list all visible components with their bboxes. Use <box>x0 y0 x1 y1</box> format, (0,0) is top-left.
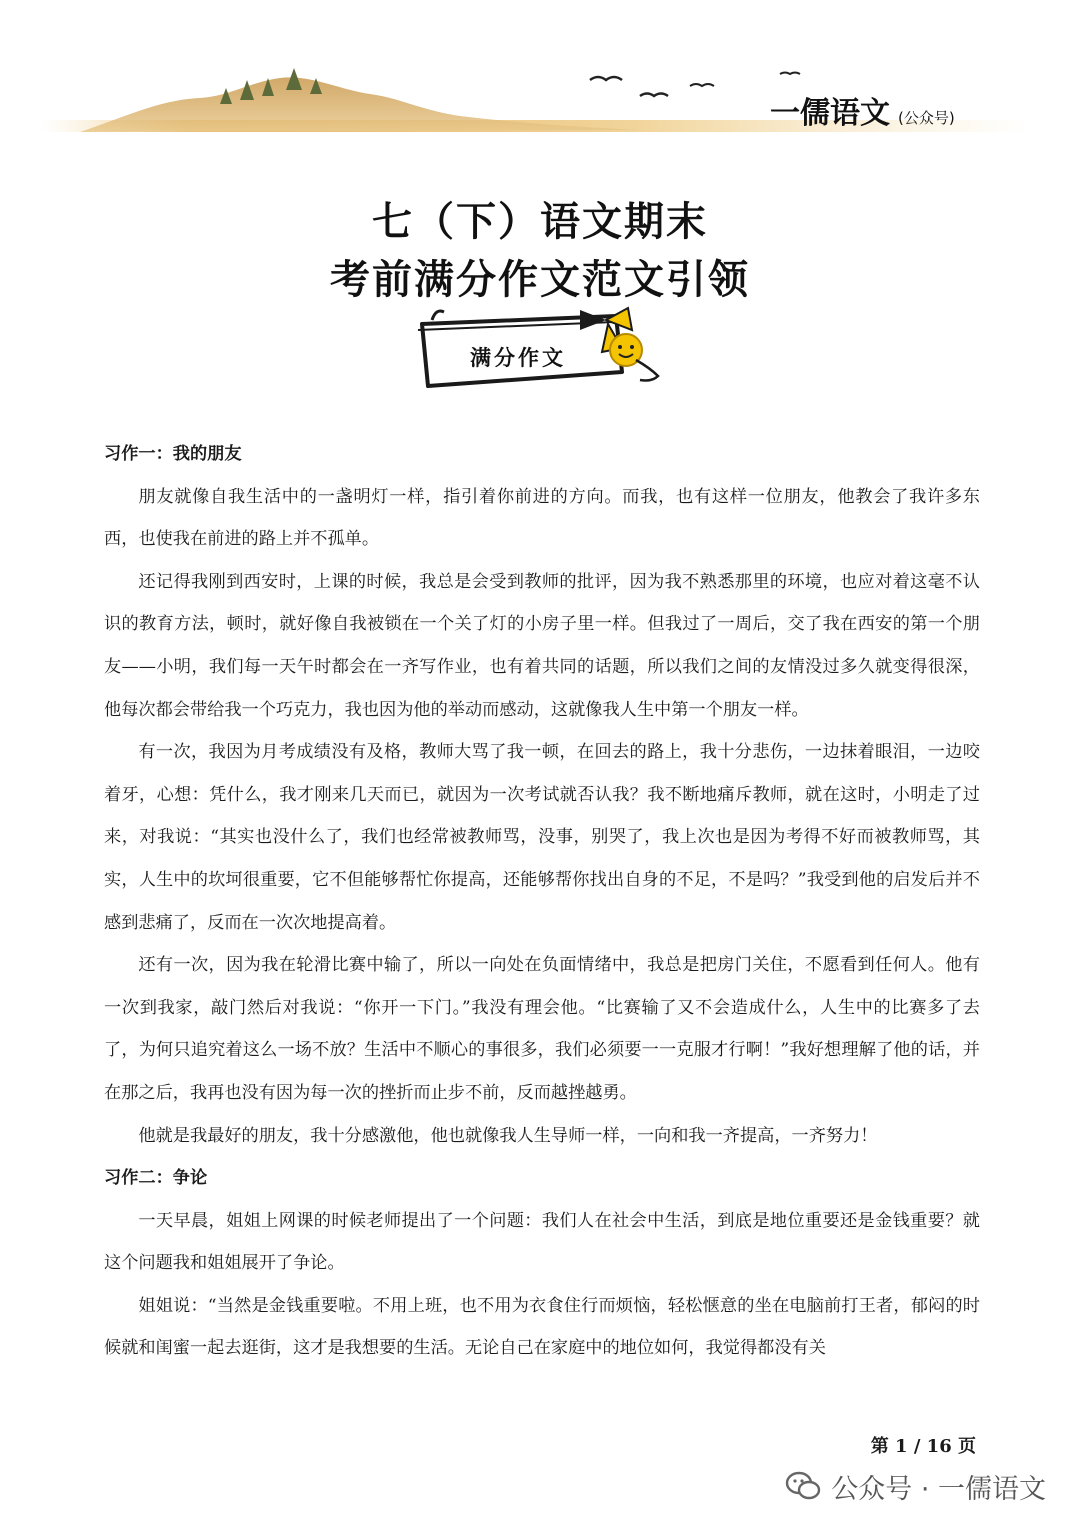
document-title-line-1: 七（下）语文期末 <box>372 198 708 245</box>
paragraph: 还有一次，因为我在轮滑比赛中输了，所以一向处在负面情绪中，我总是把房门关住，不愿看到任何人。他有一次到我家，敲门然后对我说：“你开一下门。”我没有理会他。“比赛输了又不会造成什么，人生中的比赛多了去了，为何只追究着这么一场不放？生活中不顺心的事很多，我们必须要一一克服才行啊！”我好想理解了他的话，并在那之后，我再也没有因为每一次的挫折而止步不前，反而越挫越勇。 <box>104 955 980 1103</box>
document-title-line-2: 考前满分作文范文引领 <box>330 256 750 303</box>
paragraph: 有一次，我因为月考成绩没有及格，教师大骂了我一顿，在回去的路上，我十分悲伤，一边抹着眼泪，一边咬着牙，心想：凭什么，我才刚来几天而已，就因为一次考试就否认我？我不断地痛斥教师，就在这时，小明走了过来，对我说：“其实也没什么了，我们也经常被教师骂，没事，别哭了，我上次也是因为考得不好而被教师骂，其实，人生中的坎坷很重要，它不但能够帮忙你提高，还能够帮你找出自身的不足，不是吗？”我受到他的启发后并不感到悲痛了，反而在一次次地提高着。 <box>104 742 980 933</box>
paragraph: 一天早晨，姐姐上网课的时候老师提出了一个问题：我们人在社会中生活，到底是地位重要还是金钱重要？就这个问题我和姐姐展开了争论。 <box>104 1210 980 1274</box>
document-body <box>104 433 980 1370</box>
paragraph: 还记得我刚到西安时，上课的时候，我总是会受到教师的批评，因为我不熟悉那里的环境，也应对着这毫不认识的教育方法，顿时，就好像自我被锁在一个关了灯的小房子里一样。但我过了一周后，交了我在西安的第一个朋友——小明，我们每一天午时都会在一齐写作业，也有着共同的话题，所以我们之间的友情没过多久就变得很深，他每次都会带给我一个巧克力，我也因为他的举动而感动，这就像我人生中第一个朋友一样。 <box>104 571 980 720</box>
watermark <box>785 1468 1046 1504</box>
badge-label: 满分作文 <box>470 346 566 370</box>
section-heading: 习作二：争论 <box>104 1168 208 1189</box>
brand-name: 一儒语文 <box>770 96 890 131</box>
paragraph: 他就是我最好的朋友，我十分感激他，他也就像我人生导师一样，一向和我一齐提高，一齐努力！ <box>138 1125 878 1146</box>
paragraph: 朋友就像自我生活中的一盏明灯一样，指引着你前进的方向。而我，也有这样一位朋友，他教会了我许多东西，也使我在前进的路上并不孤单。 <box>104 486 980 550</box>
brand-subtitle: (公众号) <box>898 109 955 127</box>
paragraph: 姐姐说：“当然是金钱重要啦。不用上班，也不用为衣食住行而烦恼，轻松惬意的坐在电脑前打王者，郁闷的时候就和闺蜜一起去逛街，这才是我想要的生活。无论自己在家庭中的地位如何，我觉得都没有关 <box>104 1295 980 1359</box>
watermark-text: 公众号 · 一儒语文 <box>831 1473 1046 1505</box>
wechat-icon <box>785 1471 821 1501</box>
brand-title <box>770 88 955 132</box>
section-heading: 习作一：我的朋友 <box>104 444 242 464</box>
page-number: 第 1 / 16 页 <box>870 1436 976 1457</box>
